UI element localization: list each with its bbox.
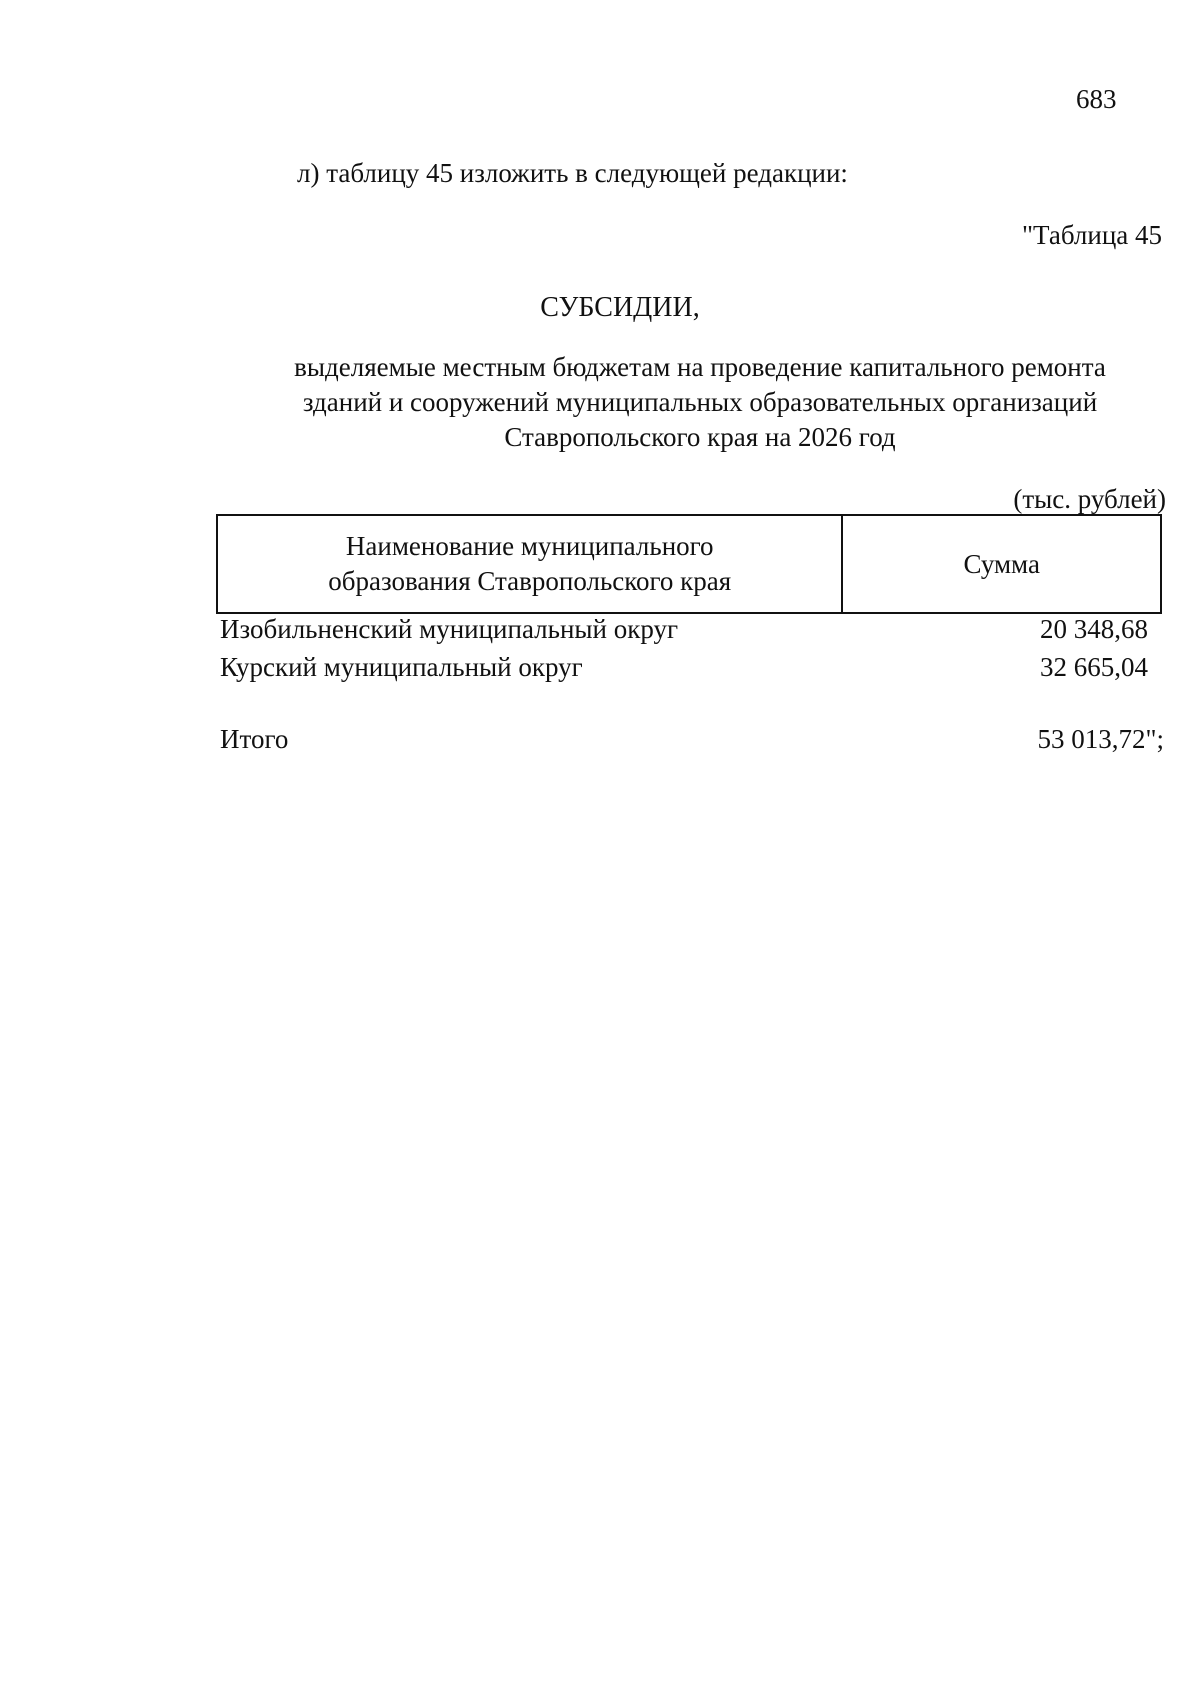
subtitle-line: зданий и сооружений муниципальных образовательных организаций [302, 387, 1098, 417]
table-row [220, 614, 1148, 645]
document-subtitle [250, 350, 1150, 455]
table-header [216, 514, 1162, 614]
column-header-sum: Сумма [842, 515, 1161, 613]
page-number: 683 [1076, 84, 1117, 114]
amount-value: 20 348,68 [1040, 614, 1148, 644]
total-amount: 53 013,72"; [1037, 724, 1164, 754]
subtitle-line: Ставропольского края на 2026 год [504, 422, 896, 452]
document-title-text: СУБСИДИИ, [540, 292, 700, 323]
table-row [220, 652, 1148, 683]
subtitle-line: выделяемые местным бюджетам на проведение капитального ремонта [294, 352, 1106, 382]
total-label: Итого [220, 724, 289, 754]
table-reference: "Таблица 45 [1022, 220, 1162, 250]
total-row [220, 724, 1164, 755]
column-header-name-line: Наименование муниципального [345, 531, 714, 561]
units-label: (тыс. рублей) [1013, 484, 1166, 514]
municipality-name: Изобильненский муниципальный округ [220, 614, 679, 644]
amount-value: 32 665,04 [1040, 652, 1148, 682]
municipality-name: Курский муниципальный округ [220, 652, 583, 682]
instruction-text: л) таблицу 45 изложить в следующей редакции: [297, 158, 848, 188]
document-title [0, 292, 1200, 324]
table-header-row [217, 515, 1161, 613]
column-header-name [217, 515, 842, 613]
column-header-name-line: образования Ставропольского края [328, 566, 732, 596]
